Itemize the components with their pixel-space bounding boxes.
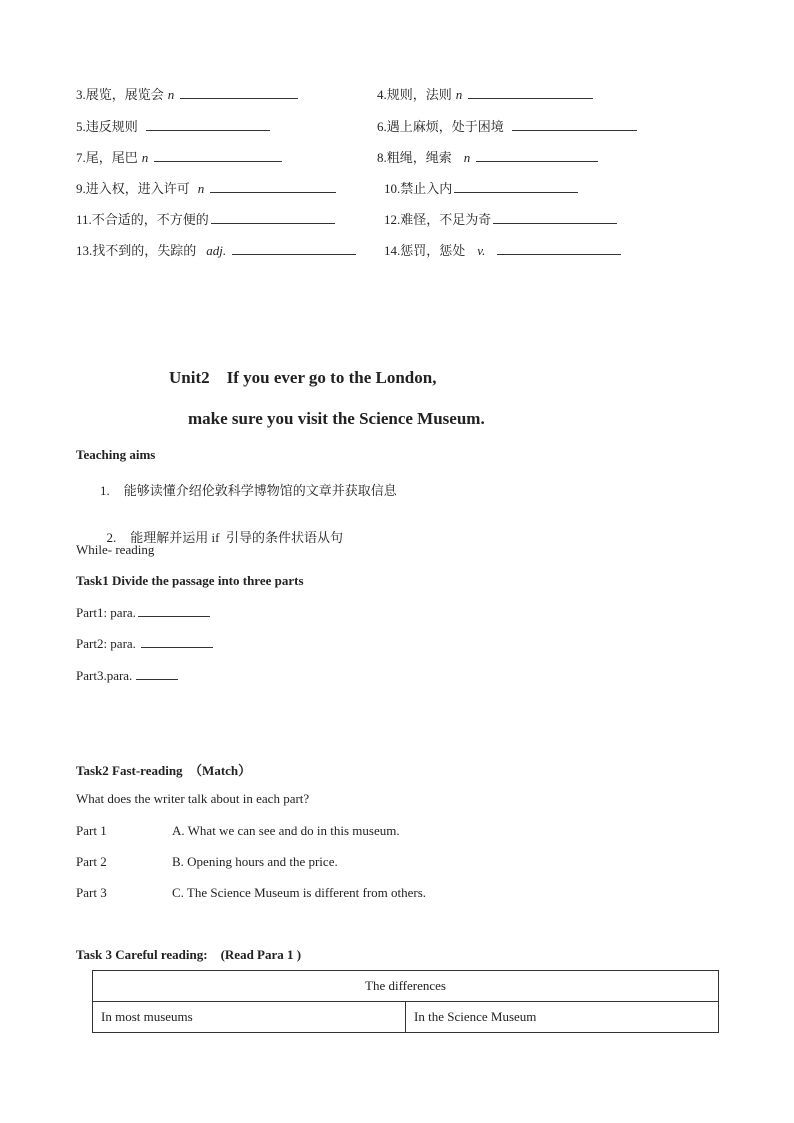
aim-number: 2. [106, 530, 117, 545]
answer-blank[interactable] [468, 86, 593, 99]
part-label: Part1: para. [76, 605, 136, 620]
vocab-chinese: 找不到的，失踪的 [92, 243, 197, 258]
vocab-item [377, 116, 637, 135]
part-label: Part3.para. [76, 668, 133, 683]
table-col-left: In most museums [93, 1002, 406, 1033]
unit-title-line2: make sure you visit the Science Museum. [188, 409, 485, 428]
vocab-pos: adj. [206, 243, 227, 258]
vocab-chinese: 尾，尾巴 [85, 150, 138, 165]
vocab-number: 7. [76, 150, 86, 165]
answer-blank[interactable] [210, 180, 336, 193]
while-reading-label: While- reading [76, 542, 155, 557]
vocab-pos: n [463, 150, 471, 165]
vocab-item [76, 116, 270, 135]
answer-blank[interactable] [136, 667, 178, 680]
answer-blank[interactable] [497, 242, 621, 255]
vocab-number: 3. [76, 87, 86, 102]
vocab-number: 11. [76, 212, 92, 227]
task1-heading: Task1 Divide the passage into three parts [76, 573, 304, 588]
task3-heading: Task 3 Careful reading: (Read Para 1 ) [76, 947, 302, 962]
vocab-number: 5. [76, 119, 86, 134]
table-header: The differences [93, 971, 719, 1002]
answer-blank[interactable] [146, 118, 270, 131]
aim-number: 1. [100, 483, 110, 498]
aim-text: 能理解并运用 if 引导的条件状语从句 [130, 530, 343, 545]
task1-part [76, 604, 210, 621]
answer-blank[interactable] [141, 635, 213, 648]
answer-blank[interactable] [154, 149, 282, 162]
vocab-item [76, 84, 298, 103]
answer-blank[interactable] [476, 149, 598, 162]
answer-blank[interactable] [138, 604, 210, 617]
aim-text: 能够读懂介绍伦敦科学博物馆的文章并获取信息 [123, 483, 397, 498]
vocab-chinese: 进入权，进入许可 [85, 181, 190, 196]
vocab-chinese: 禁止入内 [400, 181, 453, 196]
vocab-item [76, 147, 282, 166]
vocab-number: 9. [76, 181, 86, 196]
match-option: C. The Science Museum is different from others. [172, 885, 427, 900]
vocab-item [384, 209, 617, 228]
match-part-label: Part 1 [76, 823, 107, 838]
vocab-chinese: 难怪，不足为奇 [400, 212, 492, 227]
vocab-chinese: 粗绳，绳索 [386, 150, 452, 165]
task2-question: What does the writer talk about in each part? [76, 791, 310, 806]
vocab-item [76, 209, 335, 228]
answer-blank[interactable] [454, 180, 578, 193]
vocab-pos: n [167, 87, 175, 102]
vocab-item [384, 240, 621, 259]
match-part-label: Part 2 [76, 854, 107, 869]
answer-blank[interactable] [211, 211, 335, 224]
vocab-chinese: 不合适的，不方便的 [91, 212, 209, 227]
task1-part [76, 635, 213, 652]
vocab-number: 13. [76, 243, 93, 258]
vocab-chinese: 遇上麻烦，处于困境 [386, 119, 504, 134]
answer-blank[interactable] [232, 242, 356, 255]
vocab-number: 14. [384, 243, 401, 258]
answer-blank[interactable] [512, 118, 637, 131]
unit-title-line1: Unit2 If you ever go to the London, [169, 368, 437, 387]
vocab-chinese: 违反规则 [85, 119, 138, 134]
vocab-number: 6. [377, 119, 387, 134]
vocab-pos: n [197, 181, 205, 196]
teaching-aims-heading: Teaching aims [76, 447, 156, 462]
aim-item [100, 511, 343, 546]
vocab-chinese: 展览，展览会 [85, 87, 164, 102]
vocab-item [384, 178, 578, 197]
vocab-chinese: 惩罚，惩处 [400, 243, 466, 258]
answer-blank[interactable] [493, 211, 617, 224]
vocab-item [76, 240, 356, 259]
answer-blank[interactable] [180, 86, 298, 99]
vocab-number: 4. [377, 87, 387, 102]
vocab-item [76, 178, 336, 197]
vocab-number: 10. [384, 181, 401, 196]
differences-table [92, 970, 719, 1033]
table-col-right: In the Science Museum [406, 1002, 719, 1033]
vocab-pos: n [141, 150, 149, 165]
vocab-item [377, 84, 593, 103]
vocab-chinese: 规则，法则 [386, 87, 452, 102]
part-label: Part2: para. [76, 636, 136, 651]
vocab-number: 8. [377, 150, 387, 165]
aim-item [100, 480, 397, 499]
vocab-item [377, 147, 598, 166]
vocab-number: 12. [384, 212, 401, 227]
vocab-pos: n [455, 87, 463, 102]
match-part-label: Part 3 [76, 885, 107, 900]
task2-heading: Task2 Fast-reading （Match） [76, 763, 252, 778]
vocab-pos: v. [477, 243, 486, 258]
match-option: A. What we can see and do in this museum. [172, 823, 400, 838]
task1-part [76, 667, 178, 684]
match-option: B. Opening hours and the price. [172, 854, 338, 869]
